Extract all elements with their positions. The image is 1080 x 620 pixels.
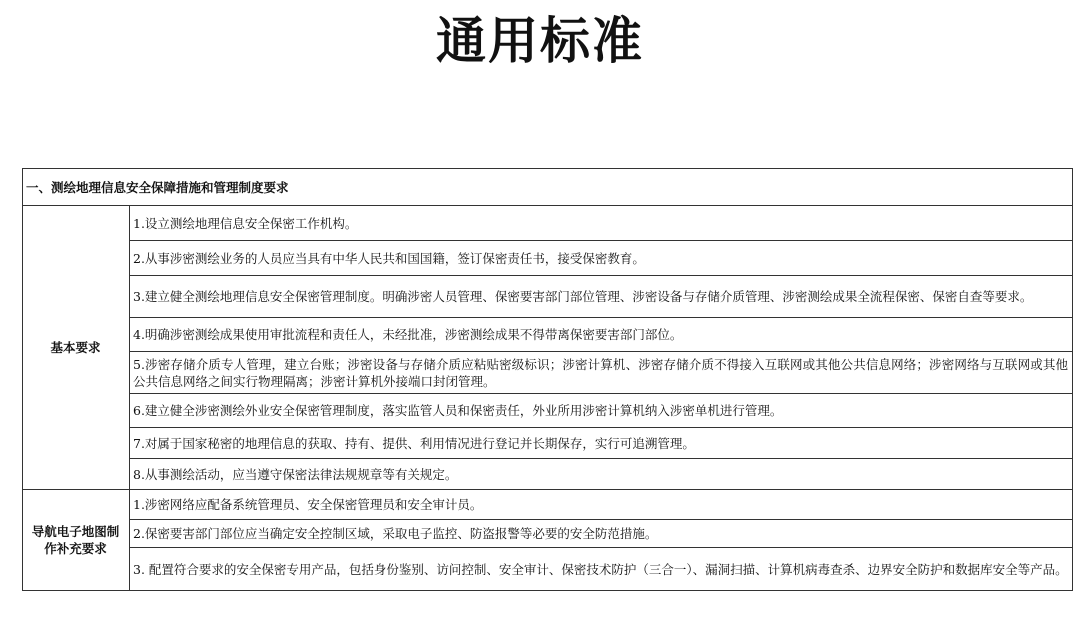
table-row — [23, 548, 1073, 591]
requirement-item: 6.建立健全涉密测绘外业安全保密管理制度，落实监管人员和保密责任，外业所用涉密计算机纳入涉密单机进行管理。 — [130, 394, 1073, 428]
requirement-item: 1.涉密网络应配备系统管理员、安全保密管理员和安全审计员。 — [130, 490, 1073, 520]
requirement-item: 3.建立健全测绘地理信息安全保密管理制度。明确涉密人员管理、保密要害部门部位管理、涉密设备与存储介质管理、涉密测绘成果全流程保密、保密自查等要求。 — [130, 276, 1073, 318]
table-row — [23, 394, 1073, 428]
category-basic-requirements: 基本要求 — [23, 206, 130, 490]
category-nav-map-requirements: 导航电子地图制作补充要求 — [23, 490, 130, 591]
table-row — [23, 318, 1073, 352]
requirement-item: 4.明确涉密测绘成果使用审批流程和责任人，未经批准，涉密测绘成果不得带离保密要害部门部位。 — [130, 318, 1073, 352]
requirement-item: 8.从事测绘活动，应当遵守保密法律法规规章等有关规定。 — [130, 459, 1073, 490]
requirement-item: 7.对属于国家秘密的地理信息的获取、持有、提供、利用情况进行登记并长期保存，实行可追溯管理。 — [130, 428, 1073, 459]
table-row — [23, 352, 1073, 394]
table-row — [23, 490, 1073, 520]
requirement-item: 2.保密要害部门部位应当确定安全控制区域，采取电子监控、防盗报警等必要的安全防范措施。 — [130, 520, 1073, 548]
table-row — [23, 206, 1073, 241]
page-title: 通用标准 — [436, 11, 644, 70]
table-row — [23, 459, 1073, 490]
requirement-item: 2.从事涉密测绘业务的人员应当具有中华人民共和国国籍，签订保密责任书，接受保密教育。 — [130, 241, 1073, 276]
requirement-item: 1.设立测绘地理信息安全保密工作机构。 — [130, 206, 1073, 241]
requirement-item: 3. 配置符合要求的安全保密专用产品，包括身份鉴别、访问控制、安全审计、保密技术防护（三合一）、漏洞扫描、计算机病毒查杀、边界安全防护和数据库安全等产品。 — [130, 548, 1073, 591]
section-heading: 一、测绘地理信息安全保障措施和管理制度要求 — [23, 169, 1073, 206]
table-row — [23, 276, 1073, 318]
requirement-item: 5.涉密存储介质专人管理，建立台账；涉密设备与存储介质应粘贴密级标识；涉密计算机、涉密存储介质不得接入互联网或其他公共信息网络；涉密网络与互联网或其他公共信息网络之间实行物理隔离；涉密计算机外接端口封闭管理。 — [130, 352, 1073, 394]
standards-table — [22, 168, 1073, 591]
table-row — [23, 428, 1073, 459]
table-row — [23, 520, 1073, 548]
section-heading-row — [23, 169, 1073, 206]
table-row — [23, 241, 1073, 276]
